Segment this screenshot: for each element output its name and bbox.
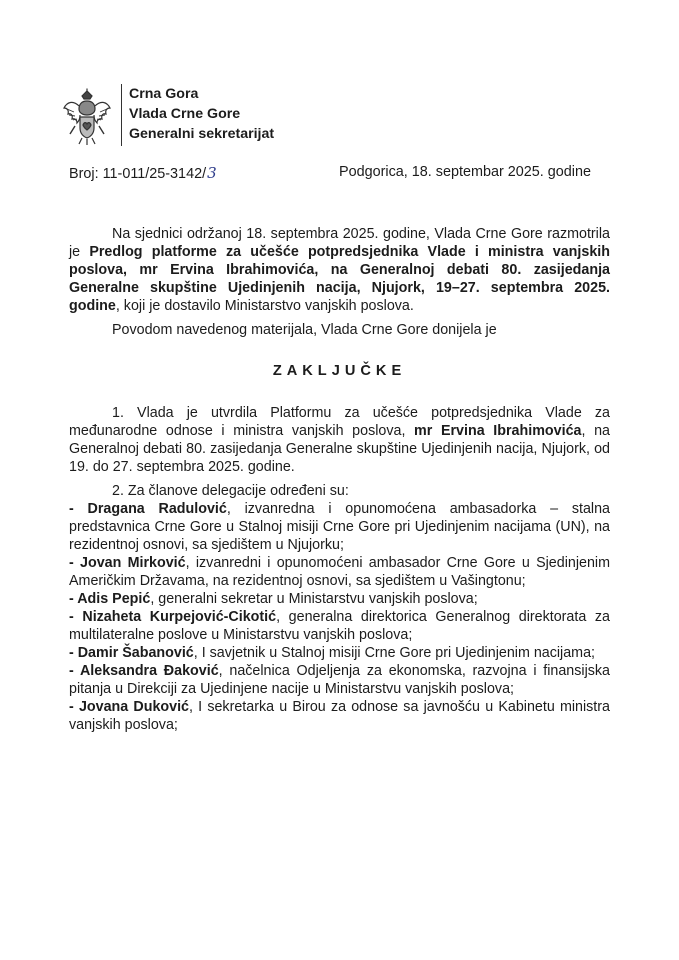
intro-bold-subject: Predlog platforme za učešće potpredsjednika Vlade i ministra vanjskih poslova, mr Ervina Ibrahimovića, na Generalnoj debati 80. zasijedanja Generalne skupštine Ujedinjenih nacija, Njujork, 19–27. septembra 2025. godine xyxy=(69,244,610,314)
place-date: Podgorica, 18. septembar 2025. godine xyxy=(339,164,592,180)
delegate-description: , I sekretarka u Birou za odnose sa javnošću u Kabinetu ministra vanjskih poslova; xyxy=(69,699,610,733)
intro-paragraph xyxy=(69,225,610,315)
decision-title: ZAKLJUČKE xyxy=(272,363,407,379)
issuer-secretariat: Generalni sekretarijat xyxy=(129,126,275,142)
item1-text-2: , na Generalnoj debati 80. zasijedanja Generalne skupštine Ujedinjenih nacija, Njujork, od 19. do 27. septembra 2025. godine. xyxy=(69,423,611,475)
delegate-name: - Jovana Duković xyxy=(69,699,190,715)
issuer-government: Vlada Crne Gore xyxy=(129,106,241,122)
delegate-name: - Damir Šabanović xyxy=(69,645,194,661)
delegate-description: , načelnica Odjeljenja za ekonomska, razvojna i finansijska pitanja u Direkciji za Ujedinjene nacije u Ministarstvu vanjskih poslova; xyxy=(69,663,611,697)
intro-text-2: , koji je dostavilo Ministarstvo vanjskih poslova. xyxy=(115,298,414,314)
conclusion-item-2: 2. Za članove delegacije određeni su: xyxy=(112,483,349,499)
delegate-description: , generalna direktorica Generalnog direktorata za multilateralne poslove u Ministarstvu vanjskih poslova; xyxy=(69,609,611,643)
delegate-name: - Dragana Radulović xyxy=(69,501,227,517)
intro-text-1: Na sjednici održanoj 18. septembra 2025. godine, Vlada Crne Gore razmotrila je xyxy=(69,226,610,260)
conclusion-item-1 xyxy=(69,404,610,476)
issuer-block xyxy=(129,84,274,144)
delegate-entry xyxy=(69,698,610,734)
delegate-description: , izvanredna i opunomoćena ambasadorka – stalna predstavnica Crne Gore u Stalnoj misiji Crne Gore pri Ujedinjenim nacijama (UN), na rezidentnoj osnovi, sa sjedištem u Njujorku; xyxy=(69,501,610,553)
delegate-entry xyxy=(69,662,610,698)
delegate-name: - Aleksandra Đaković xyxy=(69,663,219,679)
reference-number xyxy=(69,164,217,182)
item1-bold-name: mr Ervina Ibrahimovića xyxy=(414,423,582,439)
delegate-name: - Adis Pepić xyxy=(69,591,151,607)
delegate-entry xyxy=(69,500,610,554)
handwritten-digit: 3 xyxy=(207,164,217,182)
issuer-country: Crna Gora xyxy=(129,86,199,102)
delegate-name: - Nizaheta Kurpejović-Cikotić xyxy=(69,609,277,625)
delegate-description: , izvanredni i opunomoćeni ambasador Crne Gore u Sjedinjenim Američkim Državama, na rezidentnoj osnovi, sa sjedištem u Vašingtonu; xyxy=(69,555,611,589)
reference-number-text: Broj: 11-011/25-3142/ xyxy=(69,166,207,182)
delegate-description: , generalni sekretar u Ministarstvu vanjskih poslova; xyxy=(150,591,478,607)
delegate-entry xyxy=(69,590,610,608)
document-body xyxy=(69,225,610,734)
delegate-name: - Jovan Mirković xyxy=(69,555,186,571)
montenegro-coat-of-arms-icon xyxy=(62,88,112,146)
delegate-description: , I savjetnik u Stalnoj misiji Crne Gore pri Ujedinjenim nacijama; xyxy=(193,645,596,661)
delegate-entry xyxy=(69,644,610,662)
delegate-entry xyxy=(69,608,610,644)
header-divider xyxy=(121,84,122,146)
delegate-entry xyxy=(69,554,610,590)
intro-paragraph-2: Povodom navedenog materijala, Vlada Crne Gore donijela je xyxy=(112,322,497,338)
item1-text-1: 1. Vlada je utvrdila Platformu za učešće potpredsjednika Vlade za međunarodne odnose i ministra vanjskih poslova, xyxy=(69,405,610,439)
